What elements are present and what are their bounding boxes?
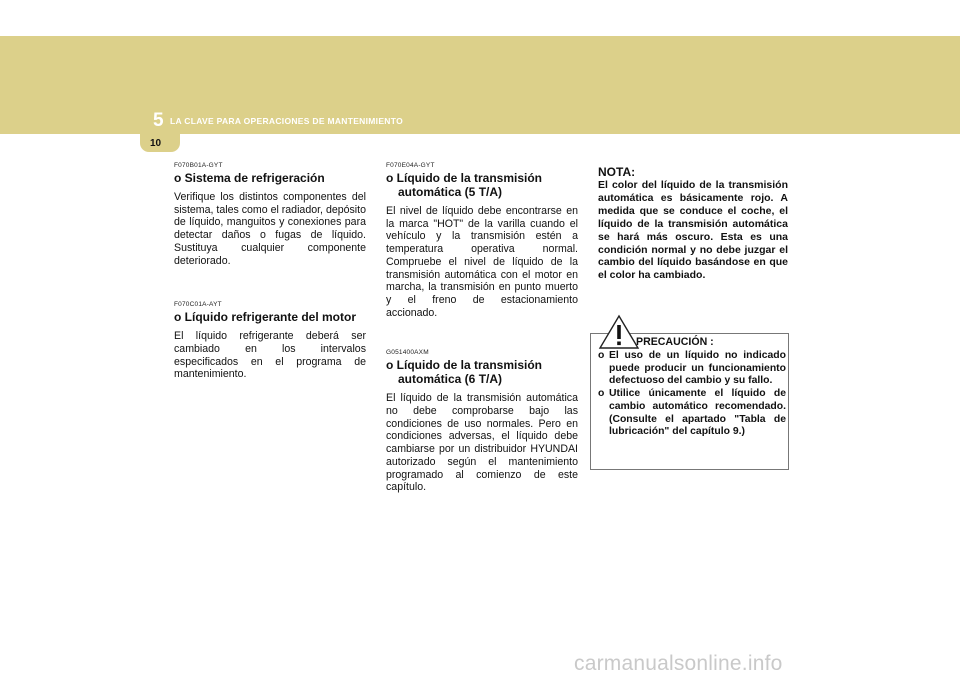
caution-item-text: Utilice únicamente el líquido de cambio automático recomendado. (Consulte el apartado "Tabla de lubricación" del capítulo 9.): [609, 388, 786, 438]
section-body: El nivel de líquido debe encontrarse en la marca "HOT" de la varilla cuando el vehículo y la transmisión estén a temperatura operativa normal. Compruebe el nivel de líquido de la transmisión automática con el motor en marcha, la transmisión en punto muerto y el freno de estacionamiento accionado.: [386, 205, 578, 319]
caution-item-text: El uso de un líquido no indicado puede producir un funcionamiento defectuoso del cambio y su fallo.: [609, 350, 786, 387]
section-title: [386, 358, 578, 386]
section-title-line2: automática (6 T/A): [398, 372, 503, 387]
atf-5at-section: [386, 162, 578, 319]
caution-bullet: o: [598, 388, 605, 400]
middle-column: [386, 162, 578, 514]
section-body: Verifique los distintos componentes del sistema, tales como el radiador, depósito de líquido, manguitos y conexiones para detectar daños o fugas de líquido. Sustituya cualquier componente deteriorado.: [174, 191, 366, 267]
engine-coolant-section: [174, 301, 366, 381]
caution-list: [598, 350, 786, 439]
left-column: [174, 162, 366, 401]
note-body: El color del líquido de la transmisión automática es básicamente rojo. A medida que se conduce el coche, el líquido de la transmisión automática se hará más oscuro. Esta es una condición normal y no debe juzgar el cambio del líquido basándose en que el color ha cambiado.: [598, 179, 788, 282]
note-title: NOTA:: [598, 165, 636, 179]
atf-6at-section: [386, 349, 578, 494]
section-title: o Líquido refrigerante del motor: [174, 310, 357, 325]
warning-triangle-icon: [598, 314, 640, 355]
chapter-number: 5: [153, 110, 164, 131]
cooling-system-section: [174, 162, 366, 267]
section-title: o Sistema de refrigeración: [174, 171, 325, 185]
header-band-left: [0, 36, 147, 134]
section-title-line1: o Líquido de la transmisión: [386, 358, 543, 373]
chapter-title: LA CLAVE PARA OPERACIONES DE MANTENIMIENTO: [170, 116, 403, 126]
page-number: 10: [150, 138, 162, 149]
watermark: carmanualsonline.info: [574, 652, 783, 675]
caution-item: [598, 350, 786, 388]
section-body: El líquido refrigerante deberá ser cambiado en los intervalos especificados en el programa de mantenimiento.: [174, 330, 366, 381]
section-body: El líquido de la transmisión automática no debe comprobarse bajo las condiciones de uso normales. Pero en condiciones adversas, el líquido debe cambiarse por un distribuidor HYUNDAI autorizado según el mantenimiento programado al comienzo de este capítulo.: [386, 392, 578, 494]
section-code: G051400AXM: [386, 349, 429, 357]
section-title: [386, 171, 578, 199]
caution-item: [598, 388, 786, 439]
section-title-line1: o Líquido de la transmisión: [386, 171, 543, 185]
section-code: F070E04A-GYT: [386, 162, 435, 169]
section-code: F070B01A-GYT: [174, 162, 223, 169]
section-title-line2: automática (5 T/A): [398, 185, 503, 199]
caution-bullet: o: [598, 350, 605, 361]
section-code: F070C01A-AYT: [174, 301, 222, 309]
caution-title: PRECAUCIÓN :: [636, 336, 714, 348]
